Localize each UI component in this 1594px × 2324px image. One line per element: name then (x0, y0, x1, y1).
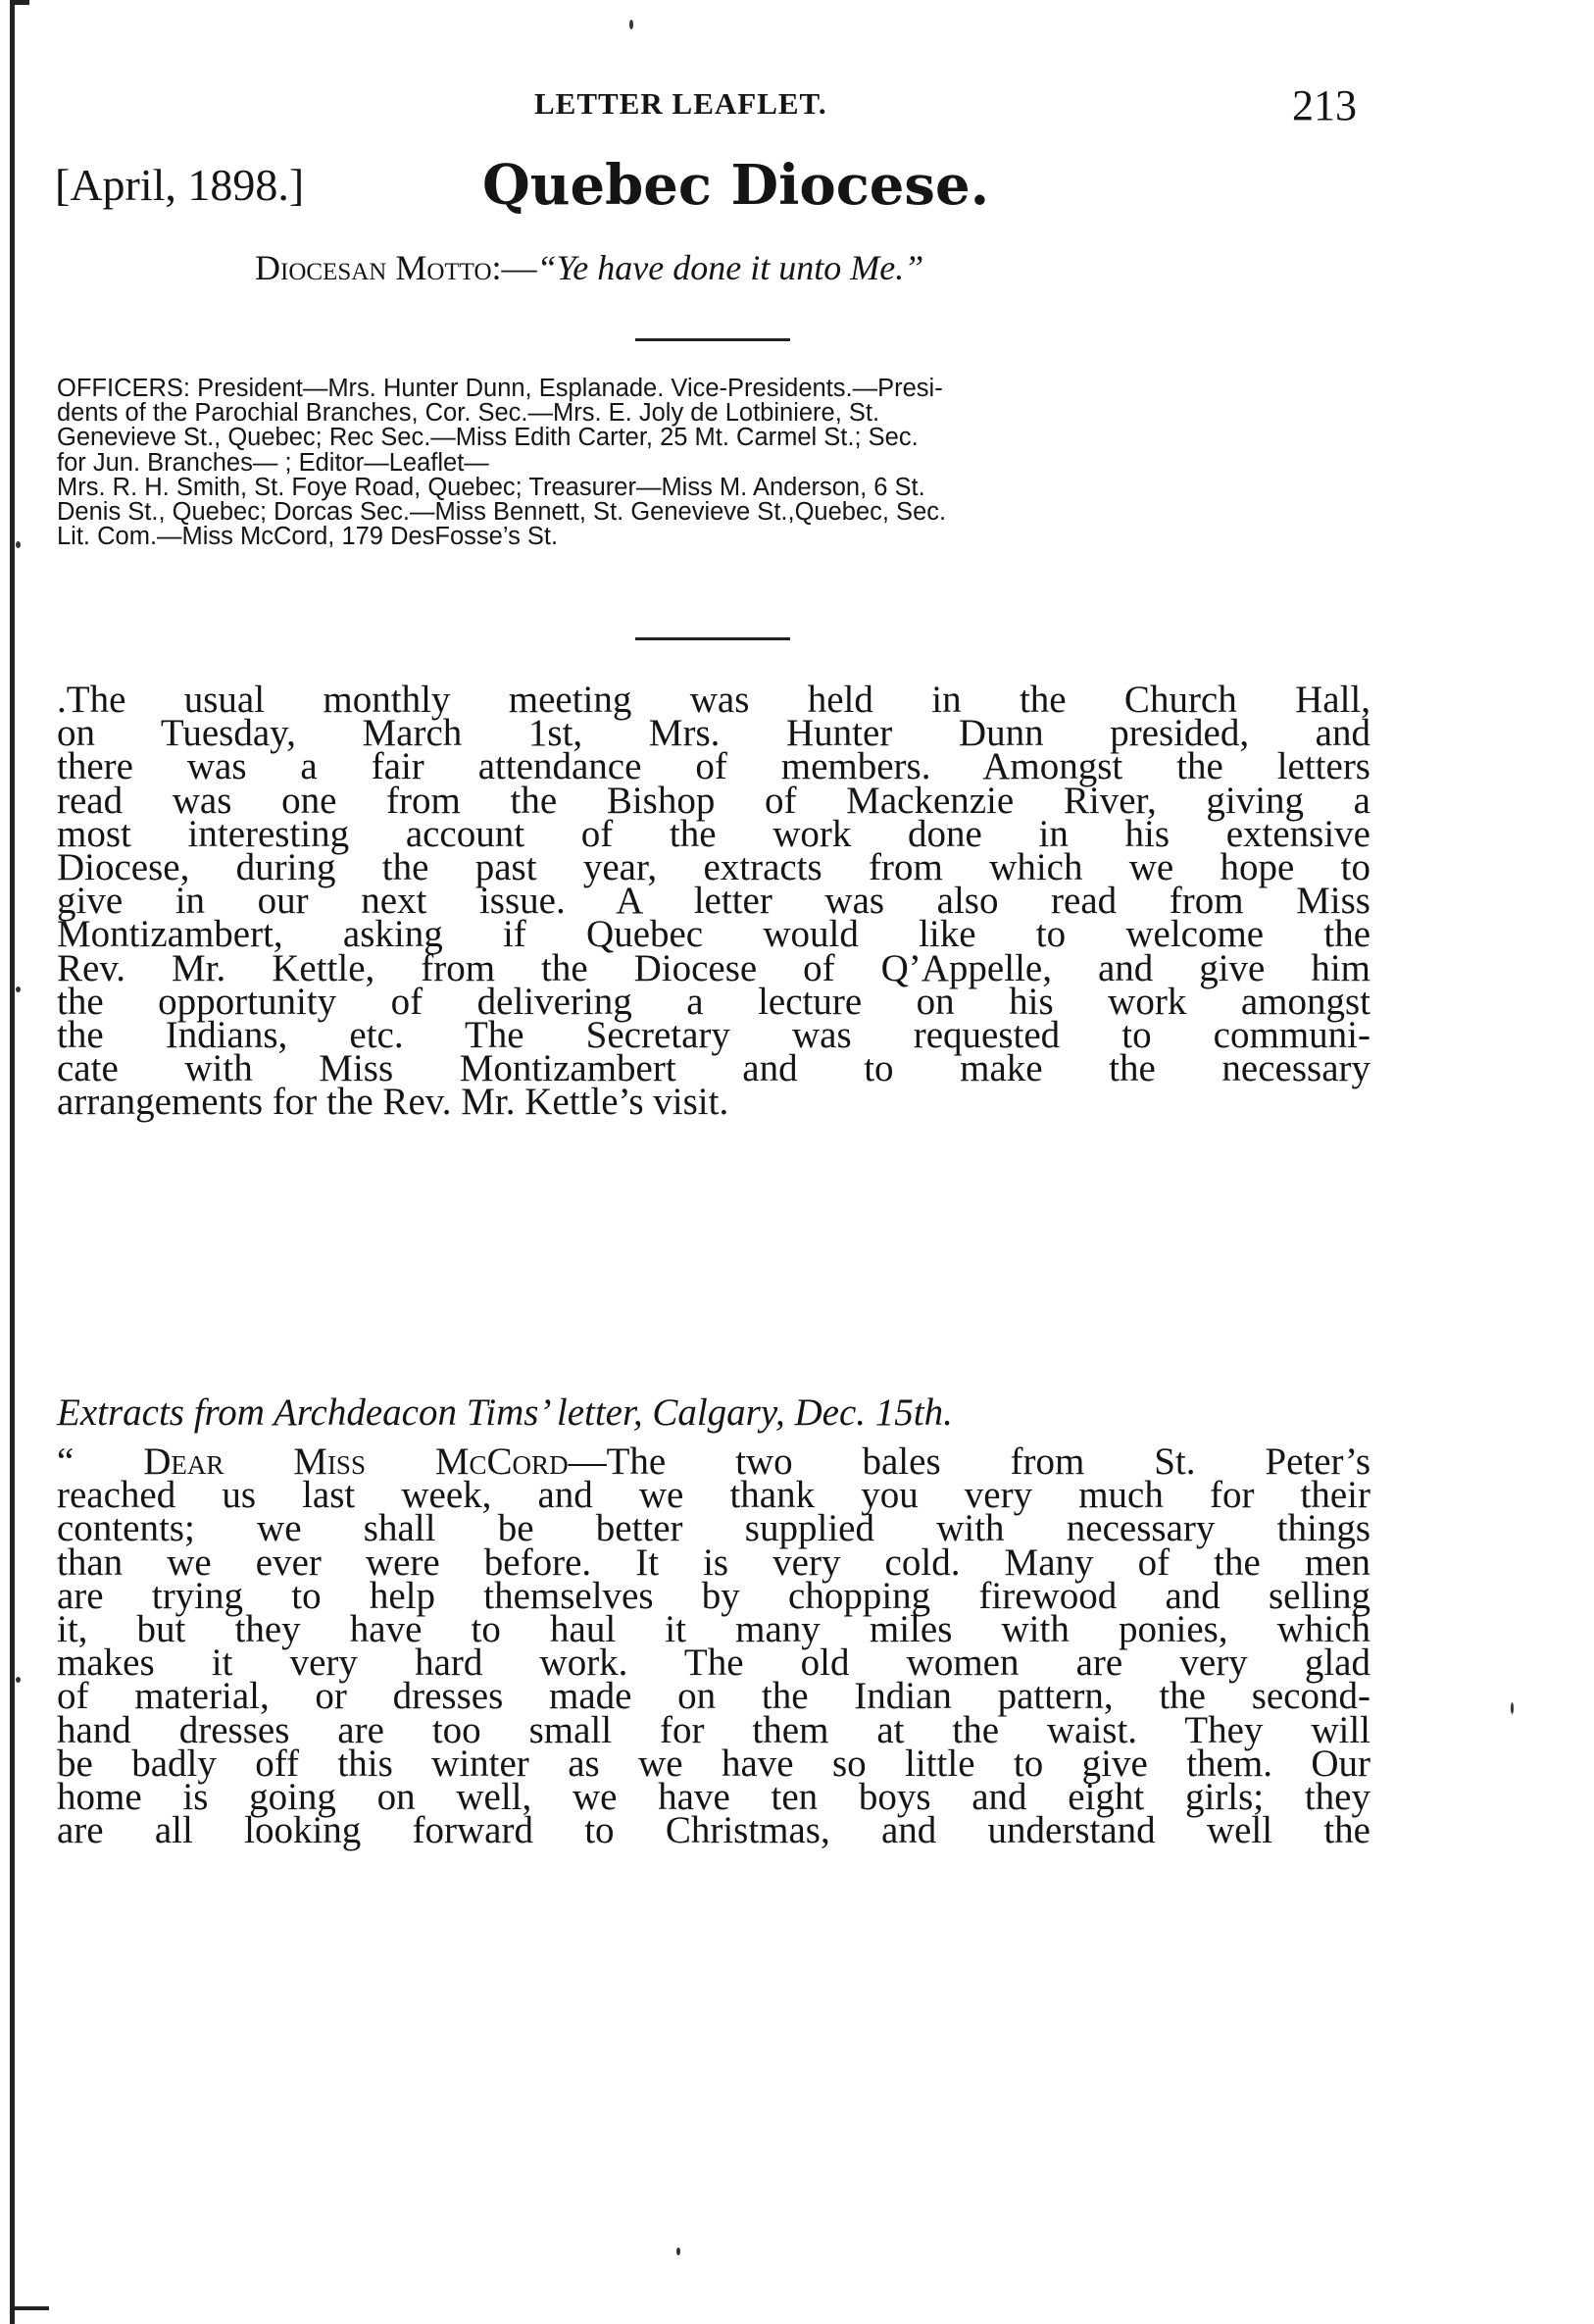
issue-date: [April, 1898.] (55, 160, 305, 210)
letter-first-line-rest: —The two bales from St. Peter’s (568, 1440, 1370, 1483)
officers-line: Lit. Com.—Miss McCord, 179 DesFosse’s St. (57, 523, 559, 551)
letter-salutation: “ Dear Miss McCord (57, 1440, 569, 1483)
officers-line: Genevieve St., Quebec; Rec Sec.—Miss Edith Carter, 25 Mt. Carmel St.; Sec. (57, 424, 919, 452)
letter-line: contents; we shall be better supplied with necessary things (57, 1507, 1370, 1550)
paragraph-line: read was one from the Bishop of Mackenzie River, giving a (57, 779, 1370, 822)
extracts-heading: Extracts from Archdeacon Tims’ letter, Calgary, Dec. 15th. (57, 1391, 953, 1434)
print-speck (16, 1677, 21, 1683)
officers-line: for Jun. Branches— ; Editor—Leaflet— (57, 448, 489, 477)
section-divider (635, 338, 790, 341)
paragraph-line: on Tuesday, March 1st, Mrs. Hunter Dunn presided, and (57, 712, 1370, 755)
letter-line: home is going on well, we have ten boys and eight girls; they (57, 1776, 1370, 1819)
paragraph-line: the opportunity of delivering a lecture on his work amongst (57, 980, 1370, 1023)
paragraph-line: cate with Miss Montizambert and to make the necessary (57, 1047, 1370, 1090)
officers-line: dents of the Parochial Branches, Cor. Sec.—Mrs. E. Joly de Lotbiniere, St. (57, 399, 880, 428)
page-number: 213 (1292, 81, 1357, 129)
letter-line: are all looking forward to Christmas, and understand well the (57, 1809, 1370, 1852)
left-margin-rule-bottom (10, 2306, 49, 2310)
letter-line: makes it very hard work. The old women are very glad (57, 1642, 1370, 1685)
motto-label: Diocesan Motto (255, 248, 492, 287)
paragraph-line: .The usual monthly meeting was held in the Church Hall, (57, 679, 1370, 721)
officers-line: Denis St., Quebec; Dorcas Sec.—Miss Bennett, St. Genevieve St.,Quebec, Sec. (57, 498, 947, 527)
letter-line: be badly off this winter as we have so little to give them. Our (57, 1742, 1370, 1785)
paragraph-line: give in our next issue. A letter was also read from Miss (57, 880, 1370, 923)
print-speck (16, 986, 21, 992)
letter-line: are trying to help themselves by chopping firewood and selling (57, 1574, 1370, 1617)
motto-quote: “Ye have done it unto Me.” (536, 248, 924, 287)
letter-text (57, 1440, 1370, 1852)
section-divider (635, 637, 790, 640)
letter-line: of material, or dresses made on the Indian pattern, the second- (57, 1675, 1370, 1718)
left-margin-rule-top (10, 0, 29, 5)
officers-line: Mrs. R. H. Smith, St. Foye Road, Quebec; Treasurer—Miss M. Anderson, 6 St. (57, 473, 925, 501)
paragraph-line: Rev. Mr. Kettle, from the Diocese of Q’Appelle, and give him (57, 946, 1370, 989)
officers-line: OFFICERS: President—Mrs. Hunter Dunn, Esplanade. Vice-Presidents.—Presi- (57, 375, 943, 402)
letter-line: it, but they have to haul it many miles with ponies, which (57, 1608, 1370, 1651)
paragraph-line: arrangements for the Rev. Mr. Kettle’s visit. (57, 1081, 729, 1124)
paragraph-line: there was a fair attendance of members. Amongst the letters (57, 745, 1370, 788)
print-speck (16, 541, 21, 548)
paragraph-line: Montizambert, asking if Quebec would like to welcome the (57, 913, 1370, 956)
running-head: LETTER LEAFLET. (534, 86, 827, 121)
paragraph-line: the Indians, etc. The Secretary was requested to communi- (57, 1014, 1370, 1057)
print-speck (1511, 1702, 1514, 1714)
meeting-report-paragraph (57, 679, 1370, 1124)
diocesan-motto (255, 247, 923, 288)
letter-line: than we ever were before. It is very cold. Many of the men (57, 1541, 1370, 1584)
page-title: Quebec Diocese. (482, 153, 990, 218)
paragraph-line: most interesting account of the work done in his extensive (57, 812, 1370, 855)
letter-line: hand dresses are too small for them at the waist. They will (57, 1708, 1370, 1751)
officers-list (57, 377, 1370, 549)
print-speck (629, 20, 633, 29)
left-margin-rule (10, 0, 15, 2324)
letter-line: reached us last week, and we thank you very much for their (57, 1474, 1370, 1517)
paragraph-line: Diocese, during the past year, extracts from which we hope to (57, 846, 1370, 889)
print-speck (676, 2248, 680, 2255)
motto-separator: :— (491, 248, 537, 287)
